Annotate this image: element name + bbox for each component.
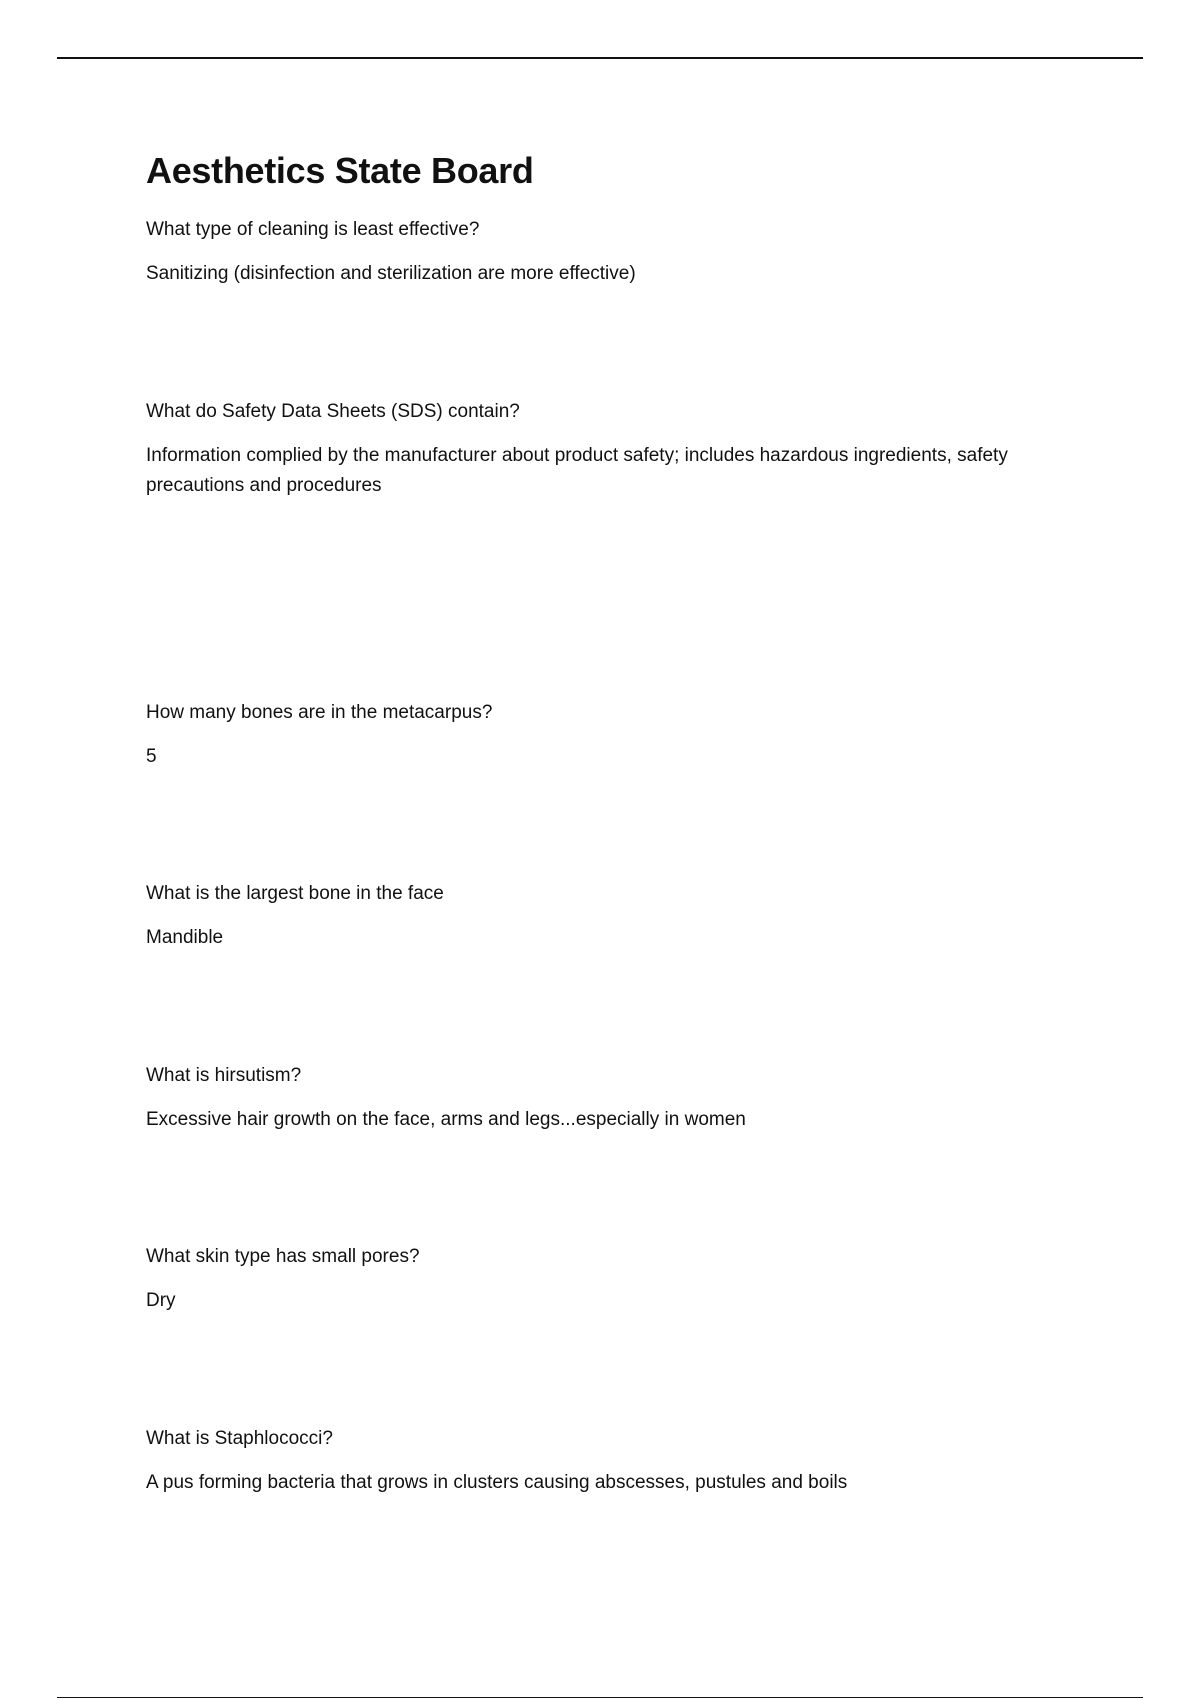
qa-item (146, 1242, 1046, 1316)
question-text: What is the largest bone in the face (146, 883, 444, 904)
answer-text: Dry (146, 1290, 176, 1311)
qa-item (146, 215, 1046, 289)
footer-rule (57, 1697, 1143, 1698)
qa-item (146, 1061, 1046, 1135)
qa-item (146, 879, 1046, 953)
qa-item (146, 1424, 1046, 1498)
qa-item (146, 397, 1046, 501)
question-text: What skin type has small pores? (146, 1246, 420, 1267)
qa-item (146, 698, 1046, 772)
question-text: What is hirsutism? (146, 1065, 302, 1086)
answer-text: Mandible (146, 927, 224, 948)
question-text: How many bones are in the metacarpus? (146, 702, 493, 723)
answer-text: Sanitizing (disinfection and sterilization are more effective) (146, 263, 636, 284)
page-title: Aesthetics State Board (146, 150, 534, 191)
answer-text: Information complied by the manufacturer about product safety; includes hazardous ingredients, safety precautions and procedures (146, 445, 1008, 496)
header-rule (57, 57, 1143, 59)
question-text: What is Staphlococci? (146, 1428, 333, 1449)
answer-text: A pus forming bacteria that grows in clusters causing abscesses, pustules and boils (146, 1472, 848, 1493)
answer-text: 5 (146, 746, 157, 767)
question-text: What do Safety Data Sheets (SDS) contain? (146, 401, 520, 422)
question-text: What type of cleaning is least effective? (146, 219, 480, 240)
answer-text: Excessive hair growth on the face, arms and legs...especially in women (146, 1109, 746, 1130)
